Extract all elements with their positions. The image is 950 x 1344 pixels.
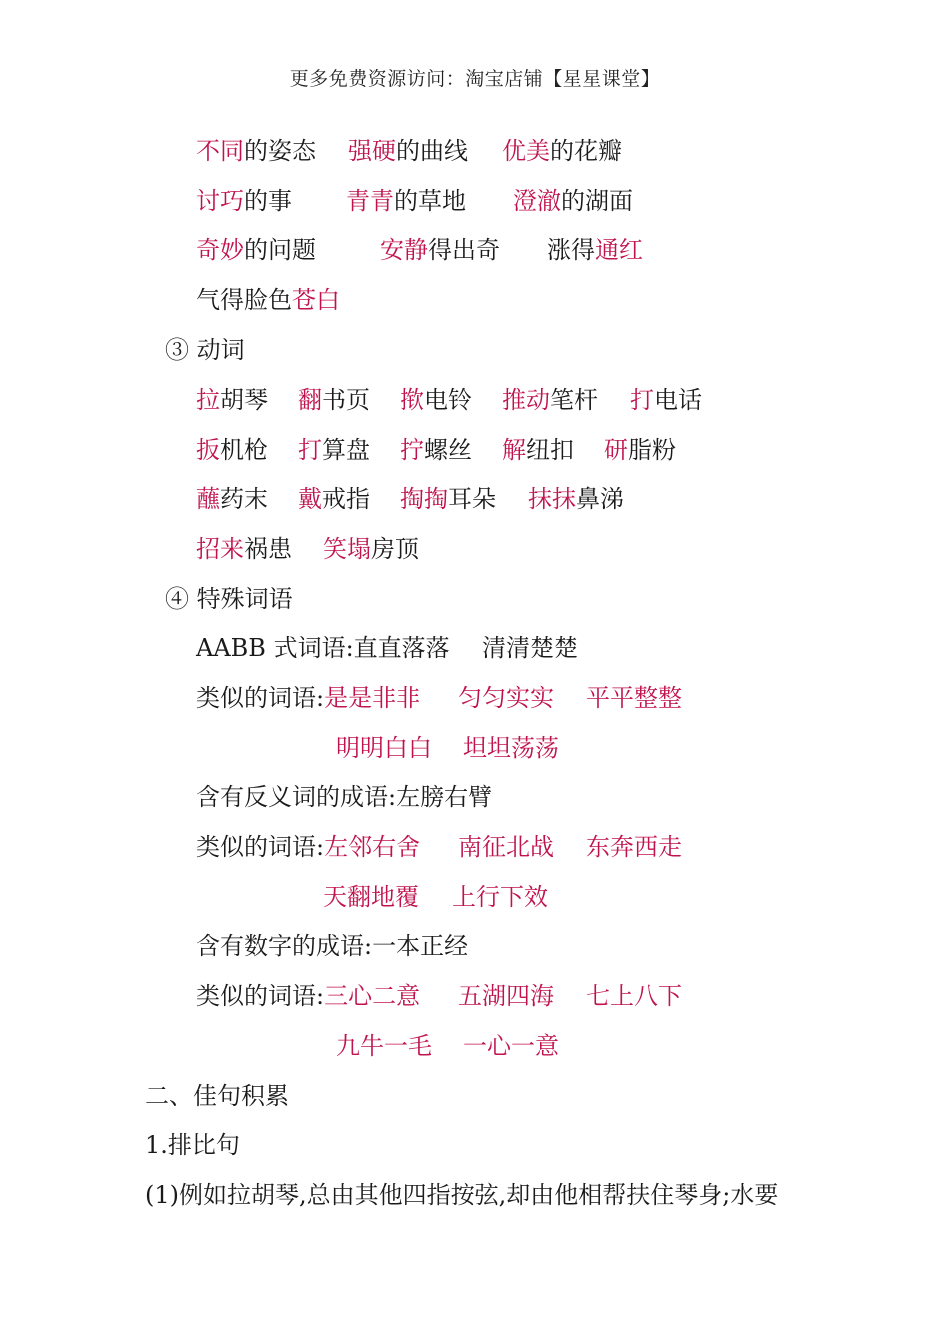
plain-text: 含有数字的成语:一本正经 [196, 932, 469, 960]
phrase [348, 131, 468, 171]
phrase [196, 827, 420, 867]
plain-text: 纽扣 [526, 436, 574, 464]
phrase [400, 380, 472, 420]
plain-text: 气得脸色 [196, 286, 292, 314]
plain-text: 清清楚楚 [482, 634, 578, 662]
phrase [196, 479, 268, 519]
highlighted-text: 一心一意 [463, 1032, 559, 1060]
highlighted-text: 拉 [196, 386, 220, 414]
phrase [502, 380, 598, 420]
phrase [528, 479, 624, 519]
highlighted-text: 笑塌 [323, 535, 371, 563]
highlighted-text: 九牛一毛 [336, 1032, 432, 1060]
highlighted-text: 强硬 [348, 137, 396, 165]
plain-text: 的姿态 [244, 137, 316, 165]
highlighted-text: 解 [502, 436, 526, 464]
phrase [463, 728, 559, 768]
highlighted-text: 打 [630, 386, 654, 414]
phrase [336, 1026, 432, 1066]
phrase [586, 678, 682, 718]
phrase [196, 777, 492, 817]
phrase [196, 976, 420, 1016]
highlighted-text: 匀匀实实 [458, 684, 554, 712]
plain-text: 机枪 [220, 436, 268, 464]
phrase [323, 529, 419, 569]
phrase [463, 1026, 559, 1066]
phrase [400, 479, 496, 519]
highlighted-text: 推动 [502, 386, 550, 414]
plain-text: 胡琴 [220, 386, 268, 414]
phrase [336, 728, 432, 768]
phrase [196, 430, 268, 470]
phrase [298, 430, 370, 470]
highlighted-text: 左邻右舍 [324, 833, 421, 861]
highlighted-text: 戴 [298, 485, 322, 513]
highlighted-text: 翻 [298, 386, 322, 414]
highlighted-text: 澄澈 [513, 187, 561, 215]
highlighted-text: 三心二意 [324, 982, 421, 1010]
plain-text: 类似的词语: [196, 833, 325, 861]
plain-text: 房顶 [371, 535, 419, 563]
phrase [196, 678, 420, 718]
phrase [458, 976, 554, 1016]
plain-text: 药末 [220, 485, 268, 513]
plain-text: 书页 [322, 386, 370, 414]
phrase [458, 827, 554, 867]
highlighted-text: 东奔西走 [586, 833, 682, 861]
phrase [513, 181, 633, 221]
plain-text: 戒指 [322, 485, 370, 513]
highlighted-text: 是是非非 [324, 684, 421, 712]
phrase [196, 131, 316, 171]
phrase [145, 1076, 289, 1116]
highlighted-text: 通红 [595, 236, 643, 264]
phrase [196, 380, 268, 420]
highlighted-text: 研 [604, 436, 628, 464]
highlighted-text: 打 [298, 436, 322, 464]
highlighted-text: 平平整整 [586, 684, 682, 712]
plain-text: 含有反义词的成语:左膀右臂 [196, 783, 493, 811]
highlighted-text: 拧 [400, 436, 424, 464]
phrase [346, 181, 466, 221]
highlighted-text: 苍白 [292, 286, 340, 314]
highlighted-text: 五湖四海 [458, 982, 554, 1010]
plain-text: 的事 [244, 187, 292, 215]
phrase [586, 827, 682, 867]
phrase [380, 230, 500, 270]
plain-text: AABB 式词语:直直落落 [196, 634, 450, 662]
highlighted-text: 优美 [502, 137, 550, 165]
highlighted-text: 青青 [346, 187, 394, 215]
plain-text: 类似的词语: [196, 982, 325, 1010]
phrase [502, 430, 574, 470]
highlighted-text: 明明白白 [336, 734, 432, 762]
plain-text: 1.排比句 [145, 1131, 240, 1159]
highlighted-text: 抹抹 [528, 485, 576, 513]
phrase [196, 529, 292, 569]
highlighted-text: 讨巧 [196, 187, 244, 215]
plain-text: 算盘 [322, 436, 370, 464]
plain-text: 脂粉 [628, 436, 676, 464]
highlighted-text: 不同 [196, 137, 244, 165]
highlighted-text: 奇妙 [196, 236, 244, 264]
phrase [323, 877, 419, 917]
highlighted-text: 扳 [196, 436, 220, 464]
plain-text: ③ 动词 [165, 336, 245, 364]
highlighted-text: 揿 [400, 386, 424, 414]
phrase [400, 430, 472, 470]
phrase [502, 131, 622, 171]
plain-text: 的曲线 [396, 137, 468, 165]
phrase [165, 330, 245, 370]
plain-text: 电话 [654, 386, 702, 414]
phrase [458, 678, 554, 718]
phrase [630, 380, 702, 420]
plain-text: 的草地 [394, 187, 466, 215]
highlighted-text: 上行下效 [452, 883, 548, 911]
plain-text: ④ 特殊词语 [165, 585, 293, 613]
plain-text: 耳朵 [448, 485, 496, 513]
phrase [165, 579, 293, 619]
highlighted-text: 安静 [380, 236, 428, 264]
highlighted-text: 七上八下 [586, 982, 682, 1010]
phrase [145, 1125, 240, 1165]
plain-text: 的问题 [244, 236, 316, 264]
phrase [196, 926, 468, 966]
phrase [196, 181, 292, 221]
plain-text: 电铃 [424, 386, 472, 414]
highlighted-text: 蘸 [196, 485, 220, 513]
page-header: 更多免费资源访问：淘宝店铺【星星课堂】 [289, 68, 661, 90]
plain-text: (1)例如拉胡琴,总由其他四指按弦,却由他相帮扶住琴身;水要 [145, 1181, 779, 1209]
plain-text: 得出奇 [428, 236, 500, 264]
plain-text: 类似的词语: [196, 684, 325, 712]
highlighted-text: 天翻地覆 [323, 883, 419, 911]
phrase [196, 628, 450, 668]
plain-text: 笔杆 [550, 386, 598, 414]
plain-text: 的湖面 [561, 187, 633, 215]
phrase [586, 976, 682, 1016]
highlighted-text: 招来 [196, 535, 244, 563]
phrase [452, 877, 548, 917]
phrase [298, 380, 370, 420]
plain-text: 鼻涕 [576, 485, 624, 513]
highlighted-text: 掏掏 [400, 485, 448, 513]
phrase [298, 479, 370, 519]
phrase [482, 628, 578, 668]
plain-text: 涨得 [547, 236, 595, 264]
plain-text: 螺丝 [424, 436, 472, 464]
phrase [604, 430, 676, 470]
phrase [196, 280, 340, 320]
phrase [196, 230, 316, 270]
phrase [145, 1175, 778, 1215]
highlighted-text: 南征北战 [458, 833, 554, 861]
phrase [547, 230, 643, 270]
plain-text: 祸患 [244, 535, 292, 563]
plain-text: 的花瓣 [550, 137, 622, 165]
plain-text: 二、佳句积累 [145, 1082, 289, 1110]
highlighted-text: 坦坦荡荡 [463, 734, 559, 762]
